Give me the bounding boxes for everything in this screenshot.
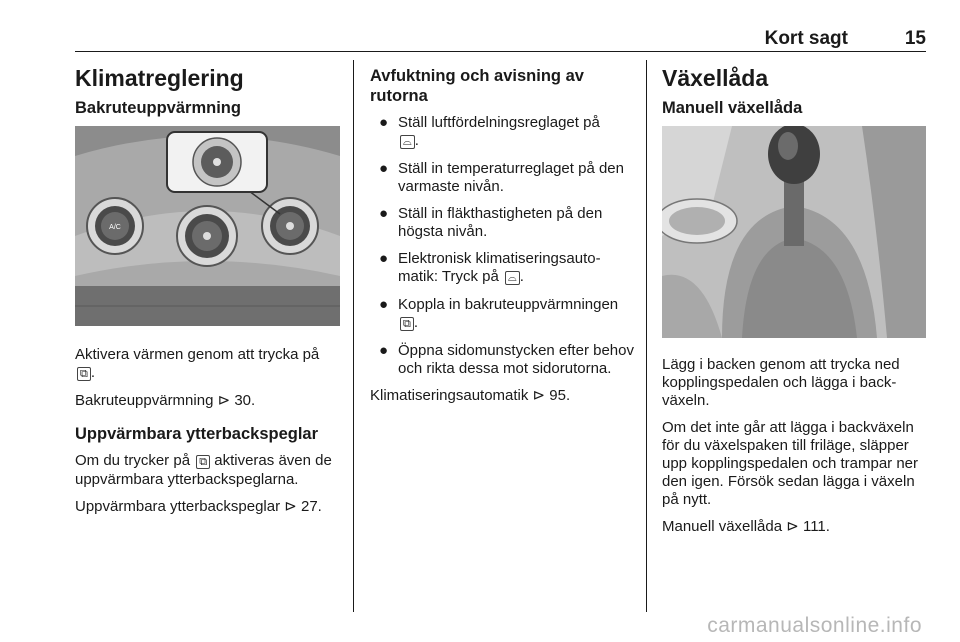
column-gearbox	[662, 60, 926, 545]
bullet-marker: ●	[379, 250, 389, 267]
bullet-marker: ●	[379, 160, 389, 177]
bullet-marker: ●	[379, 205, 389, 222]
page-header	[75, 28, 926, 50]
column-divider-1	[353, 60, 354, 612]
rear-window-heat-icon: ⧉	[77, 367, 91, 381]
climate-control-panel-image	[75, 126, 340, 326]
page-number: 15	[904, 28, 926, 49]
list-item: ● Elektronisk klimatiseringsautomatik: Tryck på ⌓ .	[379, 250, 601, 285]
para-activate-heating: Aktivera värmen genom att trycka på ⧉ .	[75, 346, 320, 381]
para-auto-climate-ref: Klimatiseringsautomatik ⊳ 95.	[370, 387, 571, 404]
bullet-marker: ●	[379, 342, 389, 359]
heading-gearbox: Växellåda	[662, 65, 769, 91]
para-heated-mirrors	[75, 452, 340, 489]
para-manual-gearbox-ref: Manuell växellåda ⊳ 111.	[662, 518, 830, 535]
windshield-defrost-icon: ⌓	[400, 135, 415, 149]
subheading-heated-mirrors: Uppvärmbara ytterbackspeglar	[75, 425, 319, 443]
bullet-marker: ●	[379, 114, 389, 131]
para-heated-mirrors-a: Om du trycker på	[75, 452, 191, 469]
watermark: carmanualsonline.info	[707, 614, 922, 637]
column-defog	[370, 60, 635, 414]
column-divider-2	[646, 60, 647, 612]
header-rule	[75, 51, 926, 52]
list-item	[370, 205, 635, 241]
para-heated-mirrors-b: aktiveras även de uppvärmbara ytterbackspeglarna.	[75, 452, 332, 488]
para-rear-window-ref: Bakruteuppvärmning ⊳ 30.	[75, 392, 256, 409]
para-reverse-gear: Lägg i backen genom att trycka ned kopplingspedalen och lägga i backväxeln.	[662, 356, 900, 409]
list-item	[370, 160, 635, 196]
list-item: ● Ställ luftfördelningsreglaget på ⌓ .	[379, 114, 600, 149]
bullet-text: Ställ in temperaturreglaget på den varmaste nivån.	[398, 160, 624, 195]
list-item: ● Koppla in bakruteuppvärmningen ⧉ .	[379, 296, 619, 331]
rear-window-heat-icon: ⧉	[196, 455, 210, 469]
ac-button-label: A/C	[109, 224, 121, 231]
bullet-text: Koppla in bakruteuppvärmningen	[398, 296, 619, 313]
para-activate-heating-text: Aktivera värmen genom att trycka på	[75, 346, 320, 363]
column-climate	[75, 60, 340, 525]
list-item	[370, 342, 635, 378]
subheading-rear-window-heating: Bakruteuppvärmning	[75, 99, 241, 117]
para-reverse-retry: Om det inte går att lägga i backväxeln för du växelspaken till friläge, släpper upp kopplingspedalen och trampar ner den igen. Försök sedan lägga i växeln på nytt.	[662, 419, 919, 508]
gear-lever-image	[662, 126, 926, 338]
para-heated-mirrors-ref: Uppvärmbara ytterbackspeglar ⊳ 27.	[75, 498, 322, 515]
defog-steps-list	[370, 114, 635, 378]
section-title: Kort sagt	[764, 28, 848, 49]
bullet-marker: ●	[379, 296, 389, 313]
heading-climate: Klimatreglering	[75, 65, 244, 91]
windshield-defrost-icon: ⌓	[505, 271, 520, 285]
bullet-text: Ställ luftfördelningsreglaget på	[398, 114, 600, 131]
bullet-text: Ställ in fläkthastigheten på den högsta nivån.	[398, 205, 603, 240]
bullet-text: Öppna sidomunstycken efter behov och rikta dessa mot sidorutorna.	[398, 342, 634, 377]
subheading-manual-gearbox: Manuell växellåda	[662, 99, 803, 117]
bullet-text: Elektronisk klimatiseringsautomatik: Tryck på	[398, 250, 601, 285]
subheading-defog: Avfuktning och avisning av rutorna	[370, 67, 584, 105]
rear-window-heat-icon: ⧉	[400, 317, 414, 331]
